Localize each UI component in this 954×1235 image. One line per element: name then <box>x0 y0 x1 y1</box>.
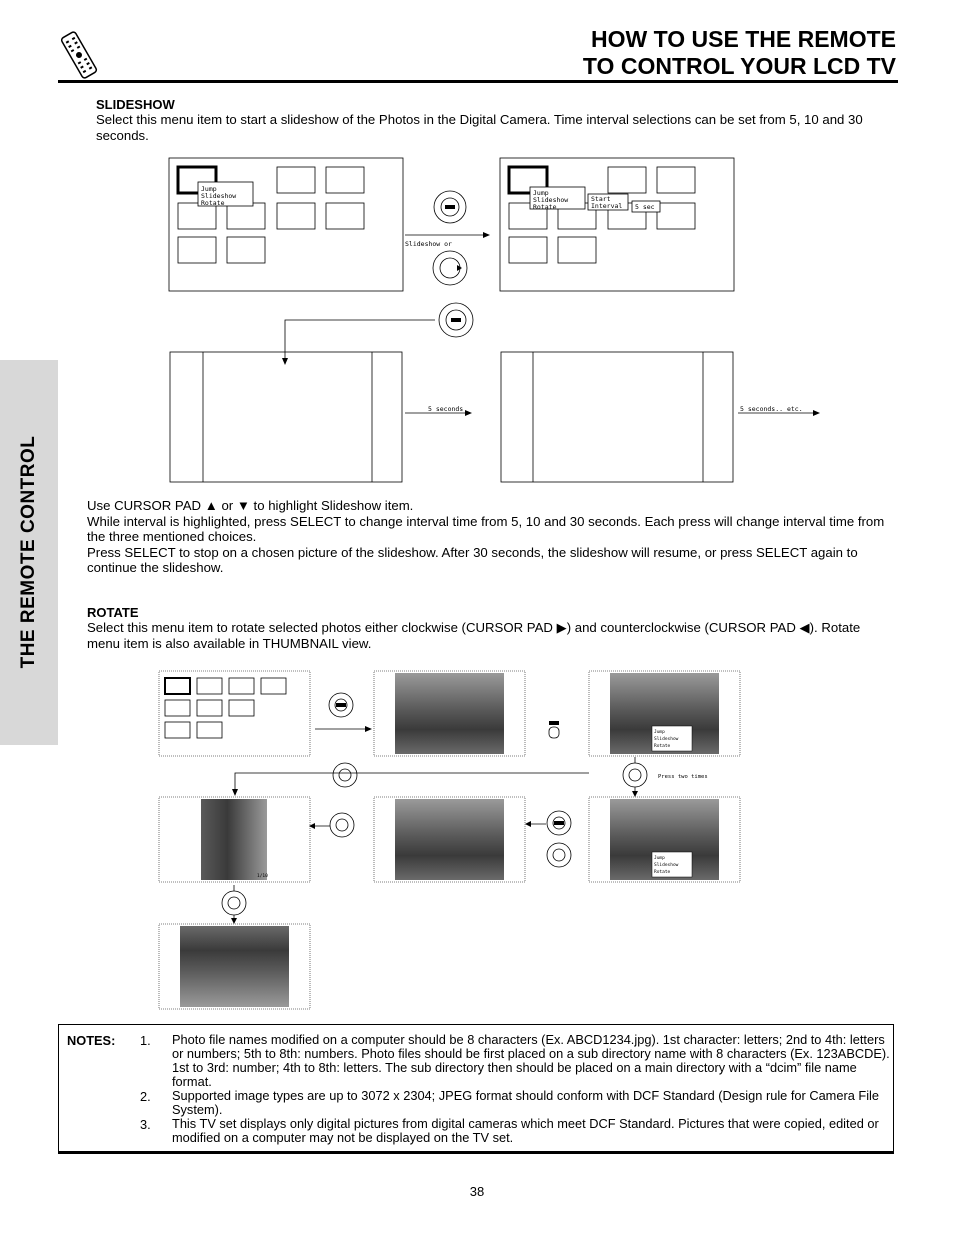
note-2-text: Supported image types are up to 3072 x 2304; JPEG format should conform with DCF Standard (Design rule for Camera File System). <box>172 1088 880 1117</box>
side-tab-label: THE REMOTE CONTROL <box>18 435 39 669</box>
submenu-interval: Interval <box>591 202 623 210</box>
arrow-label-5sec-etc: 5 seconds.. etc. <box>740 405 803 413</box>
menu-jump-1: Jump <box>201 185 217 193</box>
page-title-line2: TO CONTROL YOUR LCD TV <box>582 53 896 79</box>
rotate-menu-jump-1: Jump <box>654 730 665 735</box>
menu-slideshow-1: Slideshow <box>201 192 237 200</box>
note-1-num: 1. <box>140 1033 151 1048</box>
notes-box <box>58 1024 894 1154</box>
page-number: 38 <box>469 1184 485 1199</box>
instruction-line-3: Press SELECT to stop on a chosen picture of the slideshow. After 30 seconds, the slideshow will resume, or press SELECT again to continue the slideshow. <box>87 544 858 575</box>
slideshow-instructions <box>87 498 897 576</box>
arrow-label-5sec: 5 seconds <box>428 405 464 413</box>
rotate-intro: Select this menu item to rotate selected photos either clockwise (CURSOR PAD ▶) and counterclockwise (CURSOR PAD ◀). Rotate menu item is also available in THUMBNAIL view. <box>87 620 861 651</box>
instruction-line-2: While interval is highlighted, press SELECT to change interval time from 5, 10 and 30 seconds. Each press will change interval time from the three mentioned choices. <box>87 513 885 544</box>
rotate-menu-rotate-1: Rotate <box>654 744 671 749</box>
note-3-text: This TV set displays only digital pictures from digital cameras which meet DCF Standard. Pictures that were copied, edited or modified on a computer may not be displayed on the TV set. <box>172 1116 879 1145</box>
rotate-menu-jump-2: Jump <box>654 856 665 861</box>
instruction-line-1: Use CURSOR PAD ▲ or ▼ to highlight Slideshow item. <box>87 498 414 513</box>
rotate-heading: ROTATE <box>87 605 139 620</box>
submenu-start: Start <box>591 195 611 203</box>
rotate-menu-slideshow-2: Slideshow <box>654 863 679 868</box>
menu-rotate-2: Rotate <box>533 203 557 211</box>
rotate-diagram <box>155 665 760 1015</box>
arrow-label-slideshow: Slideshow or <box>405 240 452 248</box>
note-1-text: Photo file names modified on a computer should be 8 characters (Ex. ABCD1234.jpg). 1st character: letters; 2nd to 4th: letters or numbers; 5th to 8th: numbers. Photo files should be first placed on a sub directory name with 8 characters (Ex. 123ABCDE). 1st to 3rd: number; 4th to 8th: letters. The sub directory then should be placed on a main directory with a “dcim” file name format. <box>172 1032 890 1089</box>
note-2-num: 2. <box>140 1089 151 1104</box>
notes-label: NOTES: <box>67 1033 116 1048</box>
note-3-num: 3. <box>140 1117 151 1132</box>
page-title <box>583 26 896 80</box>
remote-control-icon <box>58 30 100 85</box>
interval-value: 5 sec <box>635 203 655 211</box>
header-rule <box>58 80 898 83</box>
page-count: 1/10 <box>257 874 268 879</box>
slideshow-diagram <box>160 155 840 490</box>
press-two-times-label: Press two times <box>658 774 708 780</box>
menu-slideshow-2: Slideshow <box>533 196 569 204</box>
rotate-menu-slideshow-1: Slideshow <box>654 737 679 742</box>
menu-rotate-1: Rotate <box>201 199 225 207</box>
slideshow-intro: Select this menu item to start a slideshow of the Photos in the Digital Camera. Time interval selections can be set from 5, 10 and 30 seconds. <box>96 112 863 143</box>
page-title-line1: HOW TO USE THE REMOTE <box>591 26 896 52</box>
rotate-menu-rotate-2: Rotate <box>654 870 671 875</box>
slideshow-heading: SLIDESHOW <box>96 97 175 112</box>
menu-jump-2: Jump <box>533 189 549 197</box>
